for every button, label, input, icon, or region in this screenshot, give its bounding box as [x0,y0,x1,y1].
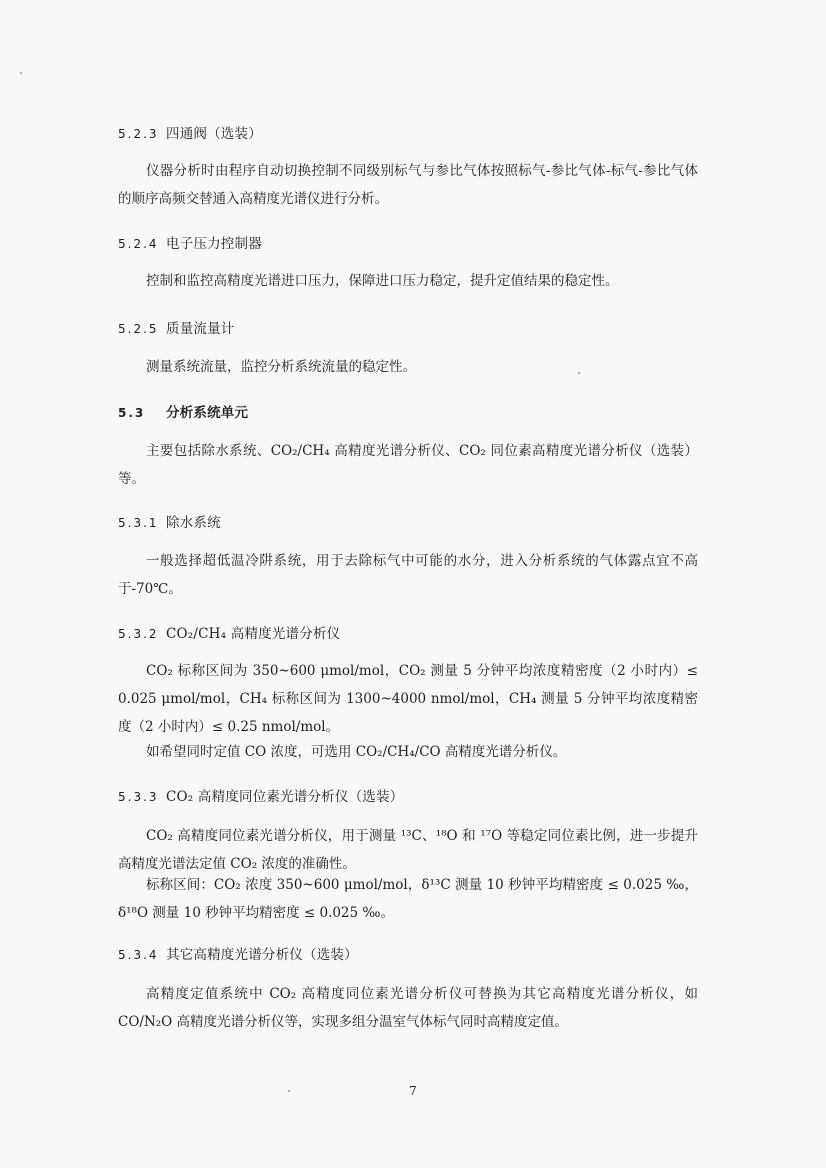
section-title: 除水系统 [166,515,221,531]
section-title: 电子压力控制器 [166,236,262,252]
paragraph-isotope-analyzer: CO₂ 高精度同位素光谱分析仪，用于测量 ¹³C、¹⁸O 和 ¹⁷O 等稳定同位素比例，进一步提升高精度光谱法定值 CO₂ 浓度的准确性。 [118,828,698,872]
paragraph-co-option: 如希望同时定值 CO 浓度，可选用 CO₂/CH₄/CO 高精度光谱分析仪。 [146,744,567,760]
section-heading-5-3-4 [118,943,698,963]
paragraph-analysis-unit: 主要包括除水系统、CO₂/CH₄ 高精度光谱分析仪、CO₂ 同位素高精度光谱分析仪（选装）等。 [118,443,698,487]
paragraph-other-analyzers: 高精度定值系统中 CO₂ 高精度同位素光谱分析仪可替换为其它高精度光谱分析仪，如 CO/N₂O 高精度光谱分析仪等，实现多组分温室气体标气同时高精度定值。 [118,986,698,1030]
section-heading-5-2-4 [118,232,698,252]
section-number: 5.2.3 [118,127,159,141]
section-number: 5.3.1 [118,516,159,530]
section-heading-5-3 [118,401,698,421]
paragraph-mass-flow-meter: 测量系统流量，监控分析系统流量的稳定性。 [146,359,416,375]
section-title: CO₂ 高精度同位素光谱分析仪（选装） [166,789,404,805]
paragraph-four-way-valve: 仪器分析时由程序自动切换控制不同级别标气与参比气体按照标气-参比气体-标气-参比气体的顺序高频交替通入高精度光谱仪进行分析。 [118,163,698,207]
paragraph-pressure-controller: 控制和监控高精度光谱进口压力，保障进口压力稳定，提升定值结果的稳定性。 [146,273,619,289]
section-heading-5-2-5 [118,317,698,337]
section-heading-5-3-2 [118,622,698,642]
section-title: CO₂/CH₄ 高精度光谱分析仪 [166,626,341,642]
section-number: 5.2.4 [118,237,159,251]
scan-speck [20,72,22,74]
section-title: 其它高精度光谱分析仪（选装） [166,947,358,963]
section-heading-5-3-3 [118,785,698,805]
page-number: 7 [409,1084,417,1098]
section-title: 四通阀（选装） [166,126,262,142]
paragraph-water-removal: 一般选择超低温冷阱系统，用于去除标气中可能的水分，进入分析系统的气体露点宜不高于-70℃。 [118,553,698,597]
section-number: 5.3 [118,406,146,420]
section-heading-5-2-3 [118,122,698,142]
section-number: 5.3.4 [118,948,159,962]
section-number: 5.2.5 [118,322,159,336]
section-heading-5-3-1 [118,511,698,531]
paragraph-co2-ch4-analyzer-spec: CO₂ 标称区间为 350~600 μmol/mol，CO₂ 测量 5 分钟平均浓度精密度（2 小时内）≤ 0.025 μmol/mol，CH₄ 标称区间为 1300~4000 nmol/mol，CH₄ 测量 5 分钟平均浓度精密度（2 小时内）≤ 0.25 nmol/mol。 [118,663,698,735]
section-title: 质量流量计 [166,321,235,337]
paragraph-isotope-spec: 标称区间：CO₂ 浓度 350~600 μmol/mol，δ¹³C 测量 10 秒钟平均精密度 ≤ 0.025 ‰，δ¹⁸O 测量 10 秒钟平均精密度 ≤ 0.025 ‰。 [118,877,698,921]
section-title: 分析系统单元 [166,405,249,421]
section-number: 5.3.3 [118,790,159,804]
section-number: 5.3.2 [118,627,159,641]
